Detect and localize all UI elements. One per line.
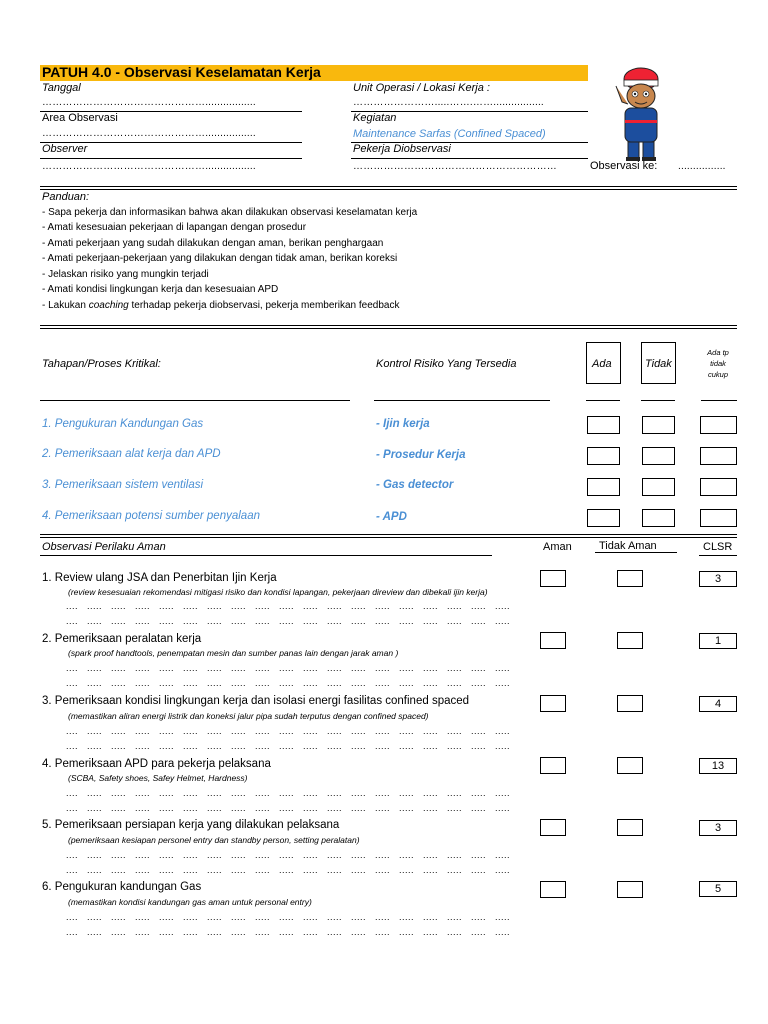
perilaku-item-desc: (memastikan kondisi kandungan gas aman untuk personal entry) bbox=[68, 897, 312, 907]
divider bbox=[699, 555, 737, 556]
divider bbox=[40, 158, 302, 159]
perilaku-item-title: 3. Pemeriksaan kondisi lingkungan kerja dan isolasi energi fasilitas confined spaced bbox=[42, 695, 470, 707]
kontrol-item: - Prosedur Kerja bbox=[376, 449, 466, 461]
panduan-item: - Lakukan coaching terhadap pekerja diobservasi, pekerja memberikan feedback bbox=[42, 300, 400, 311]
tidak-header: Tidak bbox=[645, 358, 672, 370]
tidak-aman-checkbox[interactable] bbox=[617, 570, 643, 587]
panduan-heading: Panduan: bbox=[42, 191, 90, 203]
observasi-ke-field[interactable]: ................ bbox=[678, 161, 726, 172]
tidak-aman-header: Tidak Aman bbox=[599, 540, 657, 552]
clsr-value[interactable]: 4 bbox=[699, 696, 737, 712]
ada-tp-tidak-cukup-checkbox[interactable] bbox=[700, 447, 737, 465]
section-divider bbox=[40, 537, 737, 538]
tahapan-item: 4. Pemeriksaan potensi sumber penyalaan bbox=[42, 510, 260, 522]
note-line[interactable]: .... ..... ..... ..... ..... ..... ..... ..... ..... ..... ..... ..... ..... ..... ..... ..... ..... ..... ..... bbox=[66, 803, 511, 813]
perilaku-item-title: 5. Pemeriksaan persiapan kerja yang dilakukan pelaksana bbox=[42, 819, 340, 831]
ada-checkbox[interactable] bbox=[587, 447, 620, 465]
tidak-aman-checkbox[interactable] bbox=[617, 695, 643, 712]
worker-mascot-icon bbox=[610, 62, 672, 162]
tidak-aman-checkbox[interactable] bbox=[617, 881, 643, 898]
note-line[interactable]: .... ..... ..... ..... ..... ..... ..... ..... ..... ..... ..... ..... ..... ..... ..... ..... ..... ..... ..... bbox=[66, 663, 511, 673]
ada-header: Ada bbox=[592, 358, 612, 370]
clsr-value[interactable]: 13 bbox=[699, 758, 737, 774]
ada-tp-header-2: tidak bbox=[710, 359, 726, 368]
aman-checkbox[interactable] bbox=[540, 819, 566, 836]
ada-checkbox[interactable] bbox=[587, 478, 620, 496]
perilaku-item-desc: (review kesesuaian rekomendasi mitigasi risiko dan kondisi lapangan, pekerjaan direview dan dibekali ijin kerja) bbox=[68, 587, 488, 597]
panduan-item: - Sapa pekerja dan informasikan bahwa akan dilakukan observasi keselamatan kerja bbox=[42, 207, 418, 218]
divider bbox=[351, 158, 588, 159]
tahapan-item: 1. Pengukuran Kandungan Gas bbox=[42, 418, 204, 430]
perilaku-item-desc: (SCBA, Safety shoes, Safey Helmet, Hardness) bbox=[68, 773, 248, 783]
note-line[interactable]: .... ..... ..... ..... ..... ..... ..... ..... ..... ..... ..... ..... ..... ..... ..... ..... ..... ..... ..... bbox=[66, 927, 511, 937]
section-divider bbox=[40, 189, 737, 190]
divider bbox=[40, 400, 350, 401]
note-line[interactable]: .... ..... ..... ..... ..... ..... ..... ..... ..... ..... ..... ..... ..... ..... ..... ..... ..... ..... ..... bbox=[66, 616, 511, 626]
tahapan-item: 3. Pemeriksaan sistem ventilasi bbox=[42, 479, 204, 491]
panduan-item: - Jelaskan risiko yang mungkin terjadi bbox=[42, 269, 209, 280]
tanggal-label: Tanggal bbox=[42, 82, 81, 94]
area-observasi-field[interactable]: …………………………………………................. bbox=[42, 128, 256, 139]
note-line[interactable]: .... ..... ..... ..... ..... ..... ..... ..... ..... ..... ..... ..... ..... ..... ..... ..... ..... ..... ..... bbox=[66, 678, 511, 688]
aman-checkbox[interactable] bbox=[540, 632, 566, 649]
ada-checkbox[interactable] bbox=[587, 509, 620, 527]
divider bbox=[586, 400, 620, 401]
form-title: PATUH 4.0 - Observasi Keselamatan Kerja bbox=[42, 64, 321, 80]
note-line[interactable]: .... ..... ..... ..... ..... ..... ..... ..... ..... ..... ..... ..... ..... ..... ..... ..... ..... ..... ..... bbox=[66, 850, 511, 860]
clsr-header: CLSR bbox=[703, 541, 733, 553]
aman-checkbox[interactable] bbox=[540, 881, 566, 898]
tidak-aman-checkbox[interactable] bbox=[617, 819, 643, 836]
tidak-checkbox[interactable] bbox=[642, 478, 675, 496]
note-line[interactable]: .... ..... ..... ..... ..... ..... ..... ..... ..... ..... ..... ..... ..... ..... ..... ..... ..... ..... ..... bbox=[66, 741, 511, 751]
divider bbox=[701, 400, 737, 401]
section-divider bbox=[40, 534, 737, 535]
clsr-value[interactable]: 3 bbox=[699, 820, 737, 836]
ada-tp-header-3: cukup bbox=[707, 370, 728, 379]
kontrol-item: - Ijin kerja bbox=[376, 418, 430, 430]
perilaku-item-title: 2. Pemeriksaan peralatan kerja bbox=[42, 633, 202, 645]
section-divider bbox=[40, 325, 737, 326]
kontrol-item: - APD bbox=[376, 511, 407, 523]
panduan-item: - Amati kondisi lingkungan kerja dan kesesuaian APD bbox=[42, 284, 279, 295]
section-divider bbox=[40, 186, 737, 187]
perilaku-item-desc: (pemeriksaan kesiapan personel entry dan standby person, setting peralatan) bbox=[68, 835, 360, 845]
tidak-aman-checkbox[interactable] bbox=[617, 632, 643, 649]
ada-tp-tidak-cukup-checkbox[interactable] bbox=[700, 478, 737, 496]
perilaku-item-title: 1. Review ulang JSA dan Penerbitan Ijin Kerja bbox=[42, 572, 277, 584]
panduan-item: - Amati kesesuaian pekerjaan di lapangan dengan prosedur bbox=[42, 222, 307, 233]
perilaku-heading: Observasi Perilaku Aman bbox=[42, 541, 166, 553]
tanggal-field[interactable]: …………………………………………................. bbox=[42, 97, 256, 108]
aman-checkbox[interactable] bbox=[540, 757, 566, 774]
perilaku-item-title: 6. Pengukuran kandungan Gas bbox=[42, 881, 202, 893]
panduan-item: - Amati pekerjaan yang sudah dilakukan dengan aman, berikan penghargaan bbox=[42, 238, 384, 249]
note-line[interactable]: .... ..... ..... ..... ..... ..... ..... ..... ..... ..... ..... ..... ..... ..... ..... ..... ..... ..... ..... bbox=[66, 865, 511, 875]
perilaku-item-desc: (spark proof handtools, penempatan mesin dan sumber panas lain dengan jarak aman ) bbox=[68, 648, 399, 658]
clsr-value[interactable]: 5 bbox=[699, 881, 737, 897]
kegiatan-label: Kegiatan bbox=[353, 112, 397, 124]
aman-header: Aman bbox=[543, 541, 572, 553]
area-observasi-label: Area Observasi bbox=[42, 112, 118, 124]
kontrol-header: Kontrol Risiko Yang Tersedia bbox=[376, 358, 517, 370]
perilaku-item-desc: (memastikan aliran energi listrik dan koneksi jalur pipa sudah terputus dengan confined spaced) bbox=[68, 711, 429, 721]
note-line[interactable]: .... ..... ..... ..... ..... ..... ..... ..... ..... ..... ..... ..... ..... ..... ..... ..... ..... ..... ..... bbox=[66, 788, 511, 798]
panduan-item: - Amati pekerjaan-pekerjaan yang dilakukan dengan tidak aman, berikan koreksi bbox=[42, 253, 398, 264]
divider bbox=[374, 400, 550, 401]
observer-field[interactable]: …………………………………………................. bbox=[42, 161, 256, 172]
divider bbox=[641, 400, 675, 401]
kegiatan-value[interactable]: Maintenance Sarfas (Confined Spaced) bbox=[353, 128, 546, 140]
ada-tp-header-1: Ada tp bbox=[707, 348, 729, 357]
tidak-checkbox[interactable] bbox=[642, 509, 675, 527]
tahapan-header: Tahapan/Proses Kritikal: bbox=[42, 358, 161, 370]
unit-operasi-label: Unit Operasi / Lokasi Kerja : bbox=[353, 82, 490, 94]
pekerja-diobservasi-field[interactable]: …………………………………………………… bbox=[353, 161, 557, 172]
note-line[interactable]: .... ..... ..... ..... ..... ..... ..... ..... ..... ..... ..... ..... ..... ..... ..... ..... ..... ..... ..... bbox=[66, 726, 511, 736]
ada-tp-tidak-cukup-checkbox[interactable] bbox=[700, 416, 737, 434]
divider bbox=[595, 552, 677, 553]
tidak-checkbox[interactable] bbox=[642, 416, 675, 434]
tahapan-item: 2. Pemeriksaan alat kerja dan APD bbox=[42, 448, 221, 460]
aman-checkbox[interactable] bbox=[540, 695, 566, 712]
pekerja-diobservasi-label: Pekerja Diobservasi bbox=[353, 143, 451, 155]
tidak-aman-checkbox[interactable] bbox=[617, 757, 643, 774]
section-divider bbox=[40, 328, 737, 329]
clsr-value[interactable]: 1 bbox=[699, 633, 737, 649]
unit-operasi-field[interactable]: …………………….....…….……................. bbox=[353, 97, 544, 108]
divider bbox=[40, 555, 492, 556]
clsr-value[interactable]: 3 bbox=[699, 571, 737, 587]
ada-checkbox[interactable] bbox=[587, 416, 620, 434]
observasi-ke-label: Observasi ke: bbox=[590, 160, 658, 172]
note-line[interactable]: .... ..... ..... ..... ..... ..... ..... ..... ..... ..... ..... ..... ..... ..... ..... ..... ..... ..... ..... bbox=[66, 912, 511, 922]
ada-tp-tidak-cukup-checkbox[interactable] bbox=[700, 509, 737, 527]
aman-checkbox[interactable] bbox=[540, 570, 566, 587]
kontrol-item: - Gas detector bbox=[376, 479, 454, 491]
note-line[interactable]: .... ..... ..... ..... ..... ..... ..... ..... ..... ..... ..... ..... ..... ..... ..... ..... ..... ..... ..... bbox=[66, 601, 511, 611]
tidak-checkbox[interactable] bbox=[642, 447, 675, 465]
observer-label: Observer bbox=[42, 143, 88, 155]
perilaku-item-title: 4. Pemeriksaan APD para pekerja pelaksana bbox=[42, 758, 271, 770]
